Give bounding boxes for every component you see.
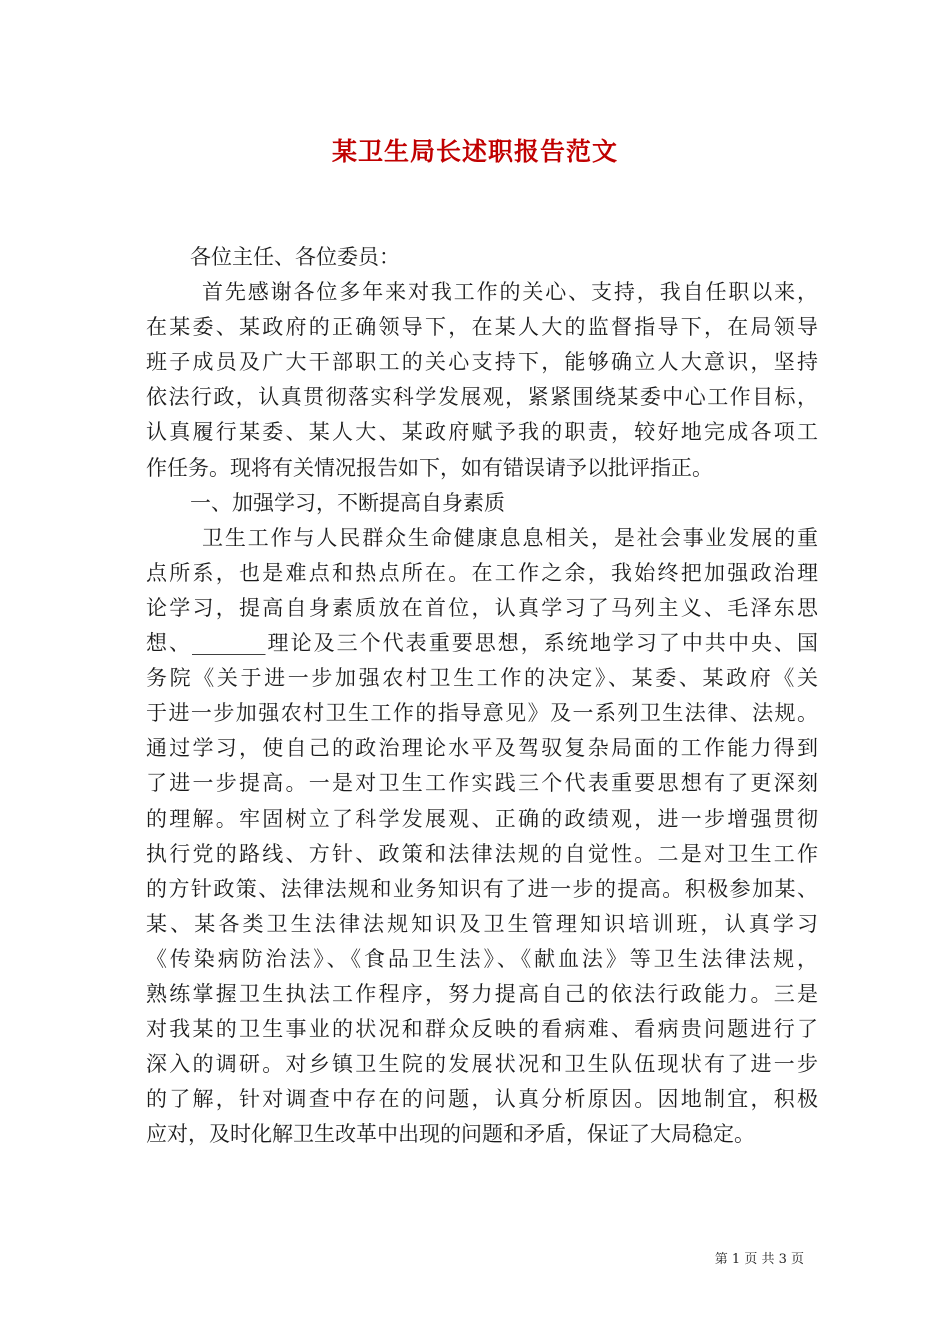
text-line: 熟练掌握卫生执法工作程序，努力提高自己的依法行政能力。三是 bbox=[146, 981, 818, 1006]
page-title: 某卫生局长述职报告范文 bbox=[331, 137, 618, 166]
text-line: 于进一步加强农村卫生工作的指导意见》及一系列卫生法律、法规。 bbox=[146, 701, 818, 726]
text-line: 某、某各类卫生法律法规知识及卫生管理知识培训班，认真学习 bbox=[146, 911, 818, 936]
document-body bbox=[146, 240, 818, 1152]
text-line: 点所系，也是难点和热点所在。在工作之余，我始终把加强政治理 bbox=[146, 560, 818, 585]
text-line: 卫生工作与人民群众生命健康息息相关，是社会事业发展的重 bbox=[202, 525, 818, 550]
page-number-footer: 第 1 页 共 3 页 bbox=[714, 1252, 804, 1267]
text-line: 对我某的卫生事业的状况和群众反映的看病难、看病贵问题进行了 bbox=[146, 1017, 818, 1042]
text-line: 一、加强学习，不断提高自身素质 bbox=[190, 490, 505, 515]
text-line: 应对，及时化解卫生改革中出现的问题和矛盾，保证了大局稳定。 bbox=[146, 1122, 755, 1147]
text-line: 依法行政，认真贯彻落实科学发展观，紧紧围绕某委中心工作目标， bbox=[146, 385, 818, 410]
text-line: 深入的调研。对乡镇卫生院的发展状况和卫生队伍现状有了进一步 bbox=[146, 1052, 818, 1077]
text-line: 论学习，提高自身素质放在首位，认真学习了马列主义、毛泽东思 bbox=[146, 595, 818, 620]
text-line: 务院《关于进一步加强农村卫生工作的决定》、某委、某政府《关 bbox=[146, 666, 818, 691]
text-line: 通过学习，使自己的政治理论水平及驾驭复杂局面的工作能力得到 bbox=[146, 736, 818, 761]
text-line: 的方针政策、法律法规和业务知识有了进一步的提高。积极参加某、 bbox=[146, 876, 818, 901]
text-line: 在某委、某政府的正确领导下，在某人大的监督指导下，在局领导 bbox=[146, 315, 818, 340]
text-line: 了进一步提高。一是对卫生工作实践三个代表重要思想有了更深刻 bbox=[146, 771, 818, 796]
text-line: 《传染病防治法》、《食品卫生法》、《献血法》等卫生法律法规， bbox=[146, 946, 818, 971]
text-line: 的理解。牢固树立了科学发展观、正确的政绩观，进一步增强贯彻 bbox=[146, 806, 818, 831]
text-line: 的了解，针对调查中存在的问题，认真分析原因。因地制宜，积极 bbox=[146, 1087, 818, 1112]
text-line: 班子成员及广大干部职工的关心支持下，能够确立人大意识，坚持 bbox=[146, 350, 818, 375]
text-line: 执行党的路线、方针、政策和法律法规的自觉性。二是对卫生工作 bbox=[146, 841, 818, 866]
text-line: 作任务。现将有关情况报告如下，如有错误请予以批评指正。 bbox=[146, 455, 713, 480]
text-line: 想、_______理论及三个代表重要思想，系统地学习了中共中央、国 bbox=[146, 631, 818, 656]
text-line: 认真履行某委、某人大、某政府赋予我的职责，较好地完成各项工 bbox=[146, 420, 818, 445]
text-line: 各位主任、各位委员： bbox=[190, 245, 400, 269]
text-line: 首先感谢各位多年来对我工作的关心、支持，我自任职以来， bbox=[202, 280, 818, 305]
